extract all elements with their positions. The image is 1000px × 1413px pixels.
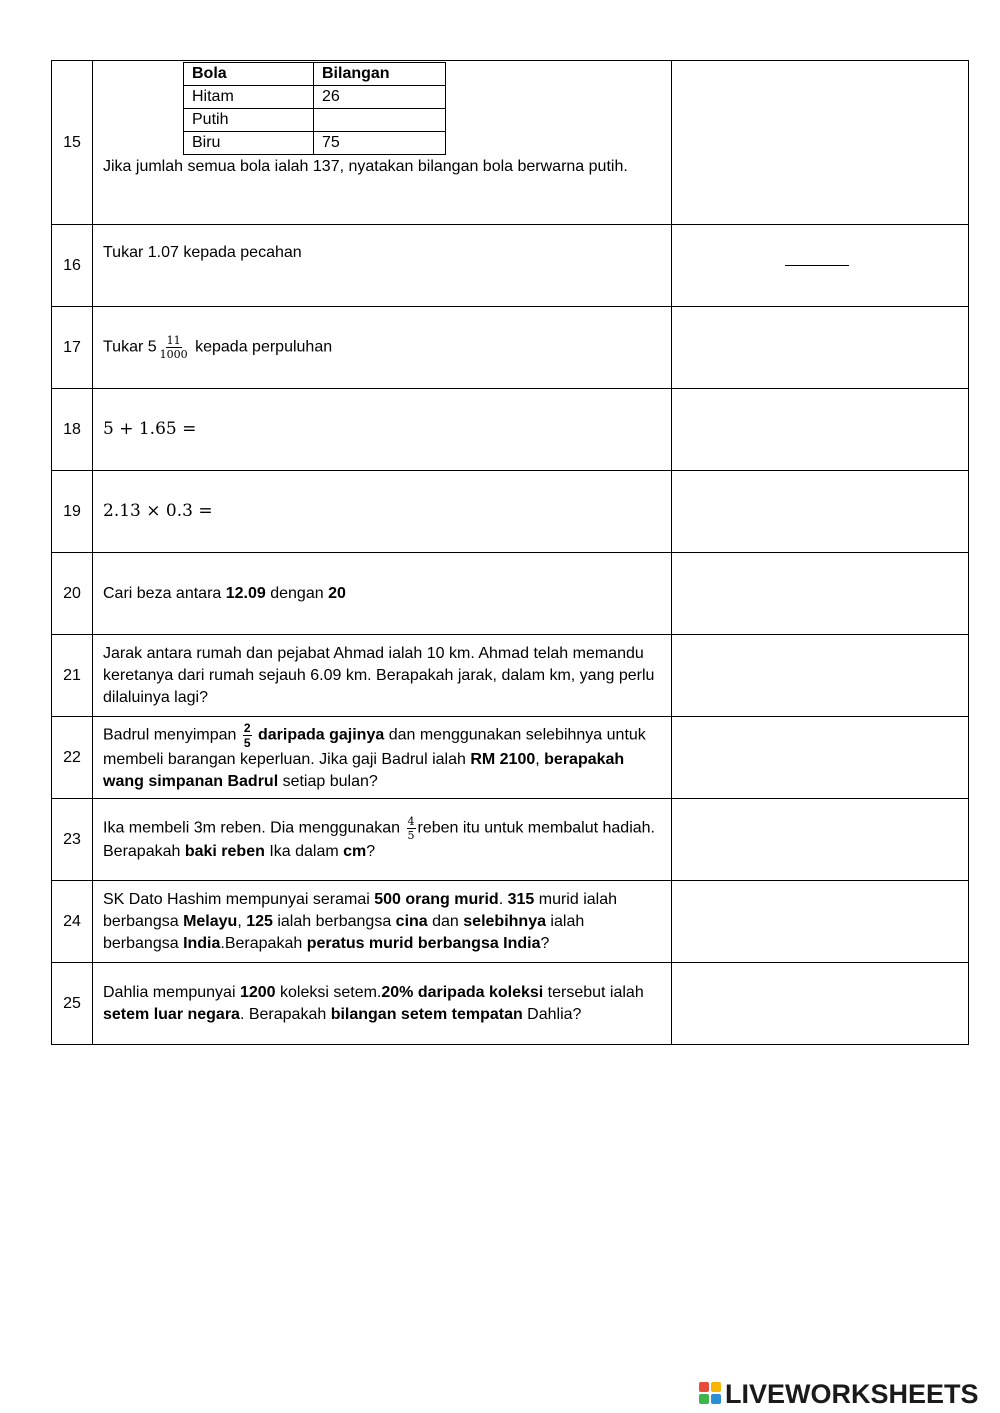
question-text-part: . Berapakah bbox=[239, 1005, 331, 1023]
question-text-bold: 20 bbox=[328, 584, 346, 602]
question-text bbox=[93, 471, 672, 553]
header-cell: Bola bbox=[184, 63, 314, 86]
question-text-part: dan menggunakan selebihnya untuk membeli barangan keperluan. Jika gaji Badrul ialah bbox=[103, 726, 646, 768]
question-text bbox=[93, 307, 672, 389]
question-text-part: SK Dato Hashim mempunyai seramai bbox=[103, 890, 375, 908]
question-text-part: ialah berbangsa bbox=[103, 912, 585, 952]
question-row-20 bbox=[52, 553, 969, 635]
question-text-bold: RM 2100 bbox=[470, 751, 536, 768]
question-text-bold: setem luar negara bbox=[103, 1005, 240, 1023]
logo-square-icon bbox=[711, 1382, 721, 1392]
question-number: 15 bbox=[52, 61, 93, 225]
math-expression: 5 + 1.65 = bbox=[103, 419, 197, 439]
ball-table-row bbox=[184, 132, 446, 155]
question-text-bold: 125 bbox=[246, 912, 273, 930]
question-number: 22 bbox=[52, 717, 93, 799]
question-number: 16 bbox=[52, 225, 93, 307]
answer-cell[interactable] bbox=[672, 389, 969, 471]
question-text-bold: peratus murid berbangsa India bbox=[306, 934, 541, 952]
question-text-bold: cm bbox=[343, 843, 367, 860]
question-text-part: . bbox=[498, 890, 508, 908]
logo-square-icon bbox=[711, 1394, 721, 1404]
question-row-18 bbox=[52, 389, 969, 471]
ball-count-cell: 75 bbox=[314, 132, 446, 155]
question-text-bold: bilangan setem tempatan bbox=[330, 1005, 523, 1023]
question-text-part: ? bbox=[540, 934, 550, 952]
question-row-22 bbox=[52, 717, 969, 799]
answer-cell[interactable] bbox=[672, 717, 969, 799]
question-row-19 bbox=[52, 471, 969, 553]
liveworksheets-logo-icon bbox=[699, 1382, 723, 1406]
question-text-bold: 12.09 bbox=[225, 584, 266, 602]
ball-table-row bbox=[184, 86, 446, 109]
liveworksheets-logo bbox=[699, 1379, 979, 1409]
question-text-part: .Berapakah bbox=[220, 934, 307, 952]
question-prompt: Jika jumlah semua bola ialah 137, nyatakan bilangan bola berwarna putih. bbox=[103, 158, 628, 175]
question-row-25 bbox=[52, 963, 969, 1045]
ball-count-table bbox=[183, 62, 446, 155]
question-text-bold: 20% daripada koleksi bbox=[381, 983, 544, 1001]
question-text-bold: Melayu bbox=[183, 912, 238, 930]
fraction-numerator: 2 bbox=[243, 721, 251, 735]
question-text-part: ialah berbangsa bbox=[272, 912, 396, 930]
question-text-part: Ika membeli 3m reben. Dia menggunakan bbox=[103, 819, 405, 837]
ball-color-cell: Putih bbox=[184, 109, 314, 132]
question-text-part: Badrul menyimpan bbox=[103, 726, 241, 744]
answer-cell[interactable] bbox=[672, 881, 969, 963]
question-text-bold: berapakah wang simpanan Badrul bbox=[103, 751, 625, 790]
question-text bbox=[93, 881, 672, 963]
question-text bbox=[93, 717, 672, 799]
question-text-bold: daripada gajinya bbox=[253, 726, 385, 744]
question-text: Jarak antara rumah dan pejabat Ahmad ialah 10 km. Ahmad telah memandu keretanya dari rumah sejauh 6.09 km. Berapakah jarak, dalam km, yang perlu dilaluinya lagi? bbox=[93, 635, 672, 717]
answer-cell[interactable] bbox=[672, 963, 969, 1045]
question-text bbox=[93, 963, 672, 1045]
question-row-21 bbox=[52, 635, 969, 717]
ball-count-cell bbox=[314, 109, 446, 132]
question-row-17 bbox=[52, 307, 969, 389]
question-text-part: reben itu untuk membalut hadiah. Berapakah bbox=[103, 819, 655, 860]
question-text-part: kepada perpuluhan bbox=[195, 338, 333, 356]
header-cell: Bilangan bbox=[314, 63, 446, 86]
question-text-part: dengan bbox=[265, 584, 329, 602]
question-text-bold: India bbox=[183, 934, 221, 952]
question-text-bold: baki reben bbox=[184, 843, 265, 860]
fraction bbox=[159, 335, 189, 360]
fraction-denominator: 5 bbox=[407, 829, 415, 842]
ball-count-cell: 26 bbox=[314, 86, 446, 109]
question-text-part: ? bbox=[366, 843, 376, 860]
question-text-part: setiap bulan? bbox=[278, 773, 378, 790]
logo-square-icon bbox=[699, 1394, 709, 1404]
answer-cell[interactable] bbox=[672, 471, 969, 553]
fraction-numerator: 4 bbox=[407, 815, 415, 828]
questions-table bbox=[51, 60, 969, 1045]
question-text-part: Ika dalam bbox=[264, 843, 344, 860]
ball-color-cell: Hitam bbox=[184, 86, 314, 109]
question-text bbox=[93, 799, 672, 881]
question-number: 24 bbox=[52, 881, 93, 963]
question-text-bold: 500 orang murid bbox=[374, 890, 499, 908]
question-text-part: , bbox=[237, 912, 247, 930]
answer-cell[interactable] bbox=[672, 799, 969, 881]
fraction-answer-line bbox=[785, 265, 849, 266]
math-expression: 2.13 × 0.3 = bbox=[103, 501, 213, 521]
question-number: 20 bbox=[52, 553, 93, 635]
question-row-23 bbox=[52, 799, 969, 881]
question-row-16 bbox=[52, 225, 969, 307]
question-text-bold: 315 bbox=[507, 890, 535, 908]
question-text-part: dan bbox=[427, 912, 464, 930]
fraction bbox=[407, 816, 416, 841]
ball-table-header bbox=[184, 63, 446, 86]
answer-cell[interactable] bbox=[672, 307, 969, 389]
question-text-part: Dahlia? bbox=[522, 1005, 582, 1023]
question-text bbox=[93, 389, 672, 471]
question-row-15 bbox=[52, 61, 969, 225]
question-text-part: , bbox=[535, 751, 545, 768]
question-number: 21 bbox=[52, 635, 93, 717]
question-text-part: koleksi setem. bbox=[275, 983, 382, 1001]
question-text: Tukar 1.07 kepada pecahan bbox=[93, 225, 672, 307]
answer-cell[interactable] bbox=[672, 61, 969, 225]
answer-cell[interactable] bbox=[672, 225, 969, 307]
liveworksheets-logo-text: LIVEWORKSHEETS bbox=[725, 1378, 979, 1409]
answer-cell[interactable] bbox=[672, 553, 969, 635]
question-text-part: Dahlia mempunyai bbox=[103, 983, 240, 1001]
fraction-denominator: 5 bbox=[243, 736, 251, 750]
question-row-24 bbox=[52, 881, 969, 963]
question-text bbox=[93, 553, 672, 635]
question-text-bold: selebihnya bbox=[463, 912, 546, 930]
logo-square-icon bbox=[699, 1382, 709, 1392]
question-text-part: Cari beza antara bbox=[103, 584, 226, 602]
question-text-part: Tukar 5 bbox=[103, 338, 157, 356]
question-number: 17 bbox=[52, 307, 93, 389]
ball-color-cell: Biru bbox=[184, 132, 314, 155]
question-number: 18 bbox=[52, 389, 93, 471]
fraction-denominator: 1000 bbox=[159, 348, 188, 361]
question-text-part: murid ialah berbangsa bbox=[103, 890, 617, 930]
ball-table-row bbox=[184, 109, 446, 132]
question-text bbox=[93, 61, 672, 225]
answer-cell[interactable] bbox=[672, 635, 969, 717]
question-text-part: tersebut ialah bbox=[543, 983, 644, 1001]
question-number: 23 bbox=[52, 799, 93, 881]
question-text-bold: 1200 bbox=[239, 983, 276, 1001]
question-text-bold: cina bbox=[395, 912, 428, 930]
fraction bbox=[243, 722, 252, 749]
fraction-numerator: 11 bbox=[166, 334, 181, 347]
question-number: 25 bbox=[52, 963, 93, 1045]
question-number: 19 bbox=[52, 471, 93, 553]
